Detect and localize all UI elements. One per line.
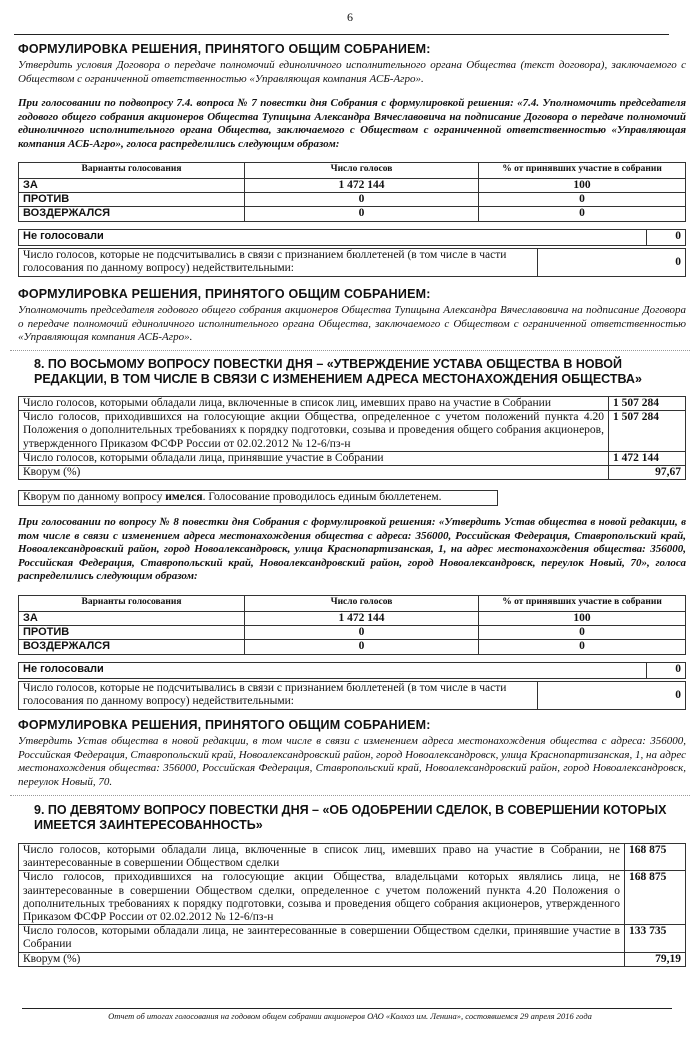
not-voted-value: 0 (647, 230, 686, 246)
quorum-table-8 (18, 396, 686, 480)
vote-table-7-4 (18, 162, 686, 222)
section-divider (10, 795, 690, 796)
decision-heading-7-4: ФОРМУЛИРОВКА РЕШЕНИЯ, ПРИНЯТОГО ОБЩИМ СОБРАНИЕМ: (18, 287, 431, 301)
header-votes: Число голосов (245, 163, 479, 179)
invalid-label: Число голосов, которые не подсчитывались в связи с признанием бюллетеней (в том числе в части голосования по данному вопросу) недействительными: (19, 249, 538, 277)
quorum-note-8: Кворум по данному вопросу имелся. Голосование проводилось единым бюллетенем. (18, 490, 498, 506)
page-number: 6 (347, 10, 353, 24)
vote-intro-7-4: При голосовании по подвопросу 7.4. вопроса № 7 повестки дня Собрания с формулировкой решения: «7.4. Уполномочить председателя годового общего собрания акционеров Общества Тупицына Александра Вячеславовича на подписание Договора о передаче полномочий единоличного исполнительного органа Общества, заключаемого с Обществом с ограниченной ответственностью «Управляющая компания АСБ-Агро», голоса распределились следующим образом: (18, 97, 686, 150)
table-row: Число голосов, приходившихся на голосующие акции Общества, определенное с учетом положений пункта 4.20 Положения о дополнительных требованиях к порядку подготовки, созыва и проведения общего собрания акционеров, утвержденного Приказом ФСФР России от 02.02.2012 № 12-6/пз-н 1 507 284 (19, 411, 686, 452)
section-8-title: 8. ПО ВОСЬМОМУ ВОПРОСУ ПОВЕСТКИ ДНЯ – «УТВЕРЖДЕНИЕ УСТАВА ОБЩЕСТВА В НОВОЙ РЕДАКЦИИ, В ТОМ ЧИСЛЕ В СВЯЗИ С ИЗМЕНЕНИЕМ АДРЕСА МЕСТОНАХОЖДЕНИЯ ОБЩЕСТВА» (34, 357, 642, 386)
quorum-table-9 (18, 843, 686, 967)
not-voted-table-8: Не голосовали 0 (18, 662, 686, 679)
table-row: ЗА 1 472 144 100 (19, 612, 686, 626)
not-voted-label: Не голосовали (19, 230, 647, 246)
table-row: Число голосов, которыми обладали лица, включенные в список лиц, имевших право на участие в Собрании, не заинтересованные в совершении Обществом сделки 168 875 (19, 844, 686, 871)
invalid-value: 0 (538, 249, 686, 277)
section-divider (10, 350, 690, 351)
section-9-title: 9. ПО ДЕВЯТОМУ ВОПРОСУ ПОВЕСТКИ ДНЯ – «ОБ ОДОБРЕНИИ СДЕЛОК, В СОВЕРШЕНИИ КОТОРЫХ ИМЕЕТСЯ ЗАИНТЕРЕСОВАННОСТЬ» (34, 803, 667, 832)
decision-text-7-4: Уполномочить председателя годового общего собрания акционеров Общества Тупицына Александра Вячеславовича на подписание Договора о передаче полномочий единоличного исполнительного органа Общества, заключаемого с Обществом с ограниченной ответственностью «Управляющая компания АСБ-Агро». (18, 304, 686, 344)
page-footer: Отчет об итогах голосования на годовом общем собрании акционеров ОАО «Колхоз им. Ленина», состоявшемся 29 апреля 2016 года (108, 1011, 592, 1021)
invalid-table-7-4 (18, 248, 686, 277)
decision-heading-8: ФОРМУЛИРОВКА РЕШЕНИЯ, ПРИНЯТОГО ОБЩИМ СОБРАНИЕМ: (18, 718, 431, 732)
table-row: ВОЗДЕРЖАЛСЯ 0 0 (19, 207, 686, 221)
footer-rule (22, 1008, 672, 1009)
table-row: Кворум (%) 97,67 (19, 466, 686, 480)
decision-text-8: Утвердить Устав общества в новой редакции, в том числе в связи с изменением адреса местонахождения общества с адреса: 356000, Российская Федерация, Ставропольский край, Новоалександровский район, город Новоалександровск, улица Краснопартизанская, 1, на адрес местонахождения общества: 356000, Российская Федерация, Ставропольский край, Новоалександровский район, город Новоалександровск, переулок Новый, 70. (18, 735, 686, 788)
table-row: ВОЗДЕРЖАЛСЯ 0 0 (19, 640, 686, 654)
table-row: ЗА 1 472 144 100 (19, 179, 686, 193)
decision-text-7-3: Утвердить условия Договора о передаче полномочий единоличного исполнительного органа Общества (текст договора), заключаемого с Обществом с ограниченной ответственностью «Управляющая компания АСБ-Агро». (18, 59, 686, 85)
table-row: Число голосов, приходившихся на голосующие акции Общества, владельцами которых являлись лица, не заинтересованные в совершении Обществом сделки, определенное с учетом положений пункта 4.20 Положения о дополнительных требованиях к порядку подготовки, созыва и проведения общего собрания акционеров, утвержденного Приказом ФСФР России от 02.02.2012 № 12-6/пз-н 168 875 (19, 871, 686, 925)
table-row: ПРОТИВ 0 0 (19, 193, 686, 207)
decision-heading-7-3: ФОРМУЛИРОВКА РЕШЕНИЯ, ПРИНЯТОГО ОБЩИМ СОБРАНИЕМ: (18, 42, 431, 56)
not-voted-table-7-4 (18, 229, 686, 246)
table-row: Число голосов, которыми обладали лица, включенные в список лиц, имевших право на участие в Собрании 1 507 284 (19, 397, 686, 411)
table-row: Число голосов, которыми обладали лица, принявшие участие в Собрании 1 472 144 (19, 451, 686, 465)
table-row: ПРОТИВ 0 0 (19, 626, 686, 640)
invalid-table-8: Число голосов, которые не подсчитывались в связи с признанием бюллетеней (в том числе в части голосования по данному вопросу) недействительными: 0 (18, 681, 686, 710)
table-row: Число голосов, которыми обладали лица, не заинтересованные в совершении Обществом сделки, принявшие участие в Собрании 133 735 (19, 925, 686, 952)
header-pct: % от принявших участие в собрании (479, 163, 686, 179)
header-options: Варианты голосования (19, 163, 245, 179)
table-row: Кворум (%) 79,19 (19, 952, 686, 966)
vote-intro-8: При голосовании по вопросу № 8 повестки дня Собрания с формулировкой решения: «Утвердить Устав общества в новой редакции, в том числе в связи с изменением адреса местонахождения общества с адреса: 356000, Российская Федерация, Ставропольский край, Новоалександровский район, город Новоалександровск, улица Краснопартизанская, 1, на адрес местонахождения общества: 356000, Российская Федерация, Ставропольский край, Новоалександровский район, город Новоалександровск, переулок Новый, 70», голоса распределились следующим образом: (18, 516, 686, 583)
header-rule (14, 34, 669, 35)
vote-table-8: Варианты голосования Число голосов % от принявших участие в собрании ЗА 1 472 144 100 ПРОТИВ 0 0 ВОЗДЕРЖАЛСЯ 0 0 (18, 595, 686, 655)
